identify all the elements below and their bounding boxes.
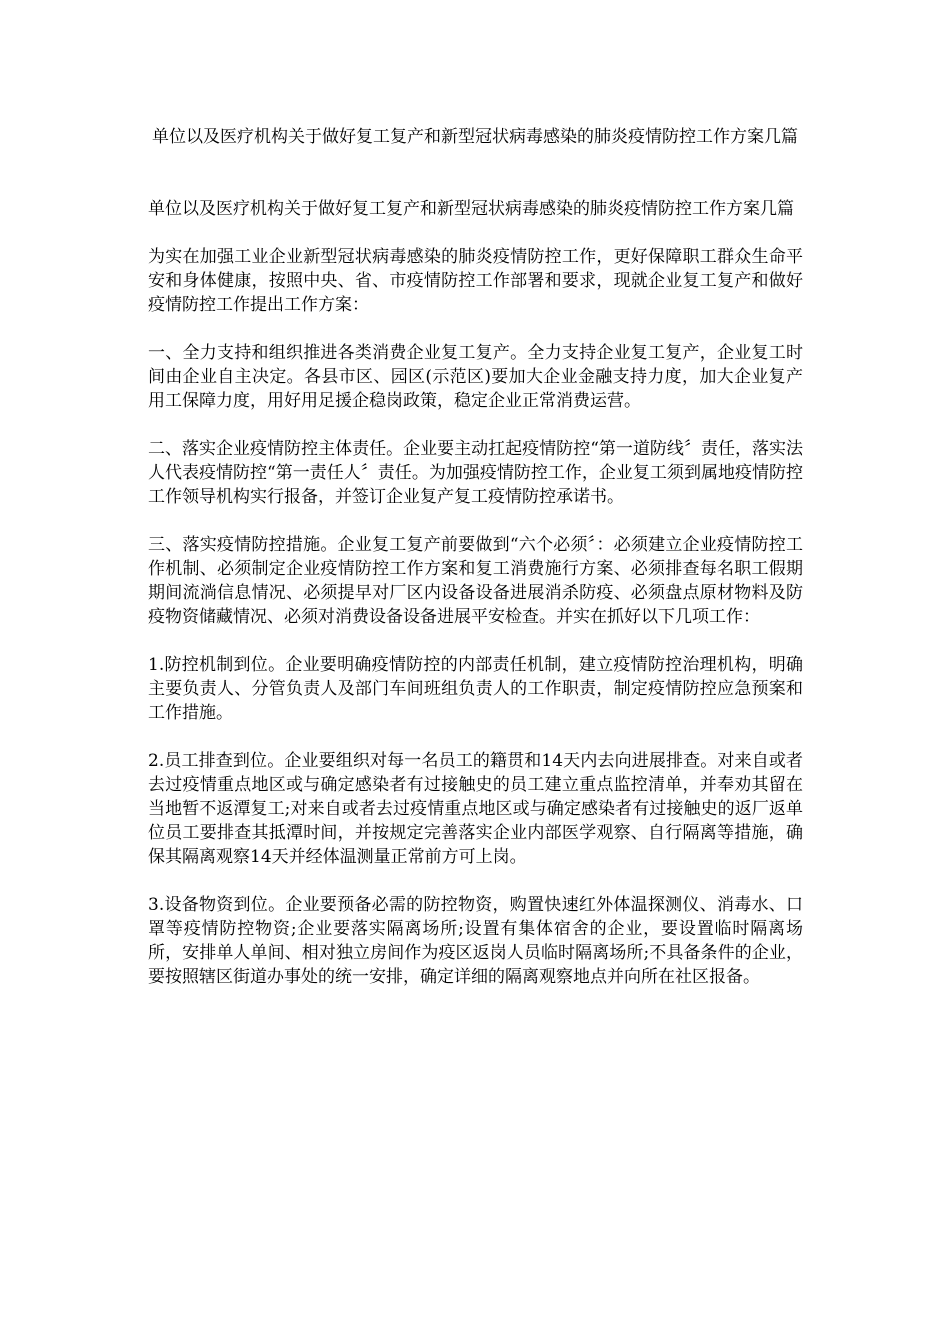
paragraph-item-2: 2.员工排查到位。企业要组织对每一名员工的籍贯和14天内去向进展排查。对来自或者去过疫情重点地区或与确定感染者有过接触史的员工建立重点监控清单，并奉劝其留在当地暂不返潭复工;对来自或者去过疫情重点地区或与确定感染者有过接触史的返厂返单位员工要排查其抵潭时间，并按规定完善落实企业内部医学观察、自行隔离等措施，确保其隔离观察14天并经体温测量正常前方可上岗。 xyxy=(148,751,803,867)
paragraph-section-2: 二、落实企业疫情防控主体责任。企业要主动扛起疫情防控“第一道防线〞责任，落实法人代表疫情防控“第一责任人〞责任。为加强疫情防控工作，企业复工须到属地疫情防控工作领导机构实行报备，并签订企业复产复工疫情防控承诺书。 xyxy=(148,439,803,507)
paragraph-item-3: 3.设备物资到位。企业要预备必需的防控物资，购置快速红外体温探测仪、消毒水、口罩等疫情防控物资;企业要落实隔离场所;设置有集体宿舍的企业，要设置临时隔离场所，安排单人单间、相对独立房间作为疫区返岗人员临时隔离场所;不具备条件的企业，要按照辖区街道办事处的统一安排，确定详细的隔离观察地点并向所在社区报备。 xyxy=(148,895,803,987)
paragraph-section-1: 一、全力支持和组织推进各类消费企业复工复产。全力支持企业复工复产，企业复工时间由企业自主决定。各县市区、园区(示范区)要加大企业金融支持力度，加大企业复产用工保障力度，用好用足援企稳岗政策，稳定企业正常消费运营。 xyxy=(148,343,803,411)
document-body xyxy=(148,197,803,1013)
paragraph-subtitle: 单位以及医疗机构关于做好复工复产和新型冠状病毒感染的肺炎疫情防控工作方案几篇 xyxy=(148,199,794,219)
paragraph-item-1: 1.防控机制到位。企业要明确疫情防控的内部责任机制，建立疫情防控治理机构，明确主要负责人、分管负责人及部门车间班组负责人的工作职责，制定疫情防控应急预案和工作措施。 xyxy=(148,655,803,723)
paragraph-section-3: 三、落实疫情防控措施。企业复工复产前要做到“六个必须〞：必须建立企业疫情防控工作机制、必须制定企业疫情防控工作方案和复工消费施行方案、必须排查每名职工假期期间流淌信息情况、必须提早对厂区内设备设备进展消杀防疫、必须盘点原材物料及防疫物资储藏情况、必须对消费设备设备进展平安检查。并实在抓好以下几项工作： xyxy=(148,535,803,627)
paragraph-intro: 为实在加强工业企业新型冠状病毒感染的肺炎疫情防控工作，更好保障职工群众生命平安和身体健康，按照中央、省、市疫情防控工作部署和要求，现就企业复工复产和做好疫情防控工作提出工作方案： xyxy=(148,247,803,315)
document-title: 单位以及医疗机构关于做好复工复产和新型冠状病毒感染的肺炎疫情防控工作方案几篇 xyxy=(152,127,798,147)
